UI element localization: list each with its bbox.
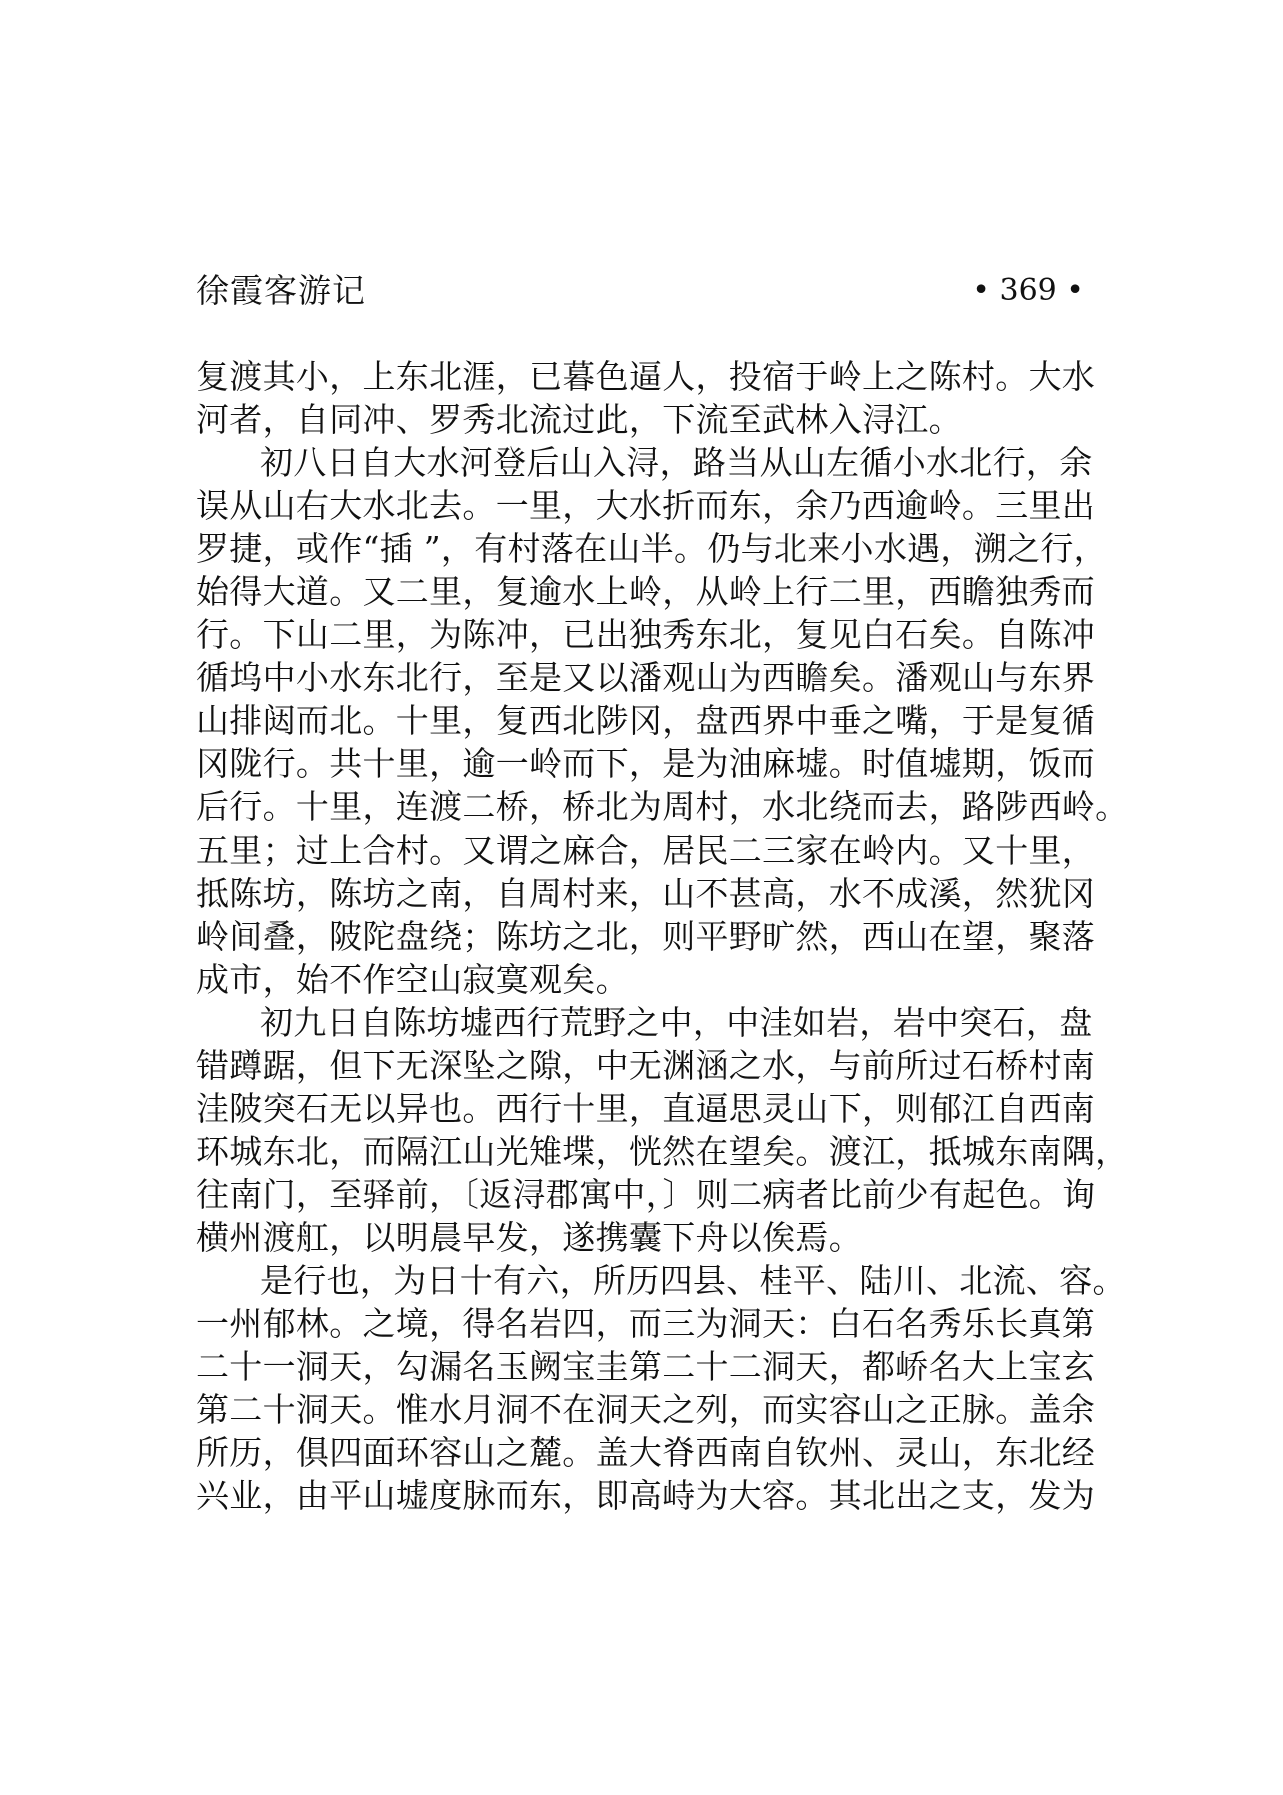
- text-line: 是行也，为日十有六，所历四县、桂平、陆川、北流、容。: [260, 1260, 1126, 1300]
- text-line: 冈陇行。共十里，逾一岭而下，是为油麻墟。时值墟期，饭而: [196, 744, 1096, 784]
- text-line: 环城东北，而隔江山光雉堞，恍然在望矣。渡江，抵城东南隅，: [196, 1131, 1129, 1171]
- text-line: 第二十洞天。惟水月洞不在洞天之列，而实容山之正脉。盖余: [196, 1390, 1096, 1430]
- text-line: 误从山右大水北去。一里，大水折而东，余乃西逾岭。三里出: [196, 486, 1096, 526]
- text-line: 一州郁林。之境，得名岩四，而三为洞天：白石名秀乐长真第: [196, 1304, 1096, 1344]
- running-header: [196, 266, 1084, 316]
- text-line: 成市，始不作空山寂寞观矣。: [196, 959, 629, 999]
- text-line: 抵陈坊，陈坊之南，自周村来，山不甚高，水不成溪，然犹冈: [196, 873, 1096, 913]
- text-line: 初八日自大水河登后山入浔，路当从山左循小水北行，余: [260, 443, 1093, 483]
- text-line: 所历，俱四面环容山之麓。盖大脊西南自钦州、灵山，东北经: [196, 1433, 1096, 1473]
- text-line: 初九日自陈坊墟西行荒野之中，中洼如岩，岩中突石，盘: [260, 1002, 1093, 1042]
- text-line: 二十一洞天，勾漏名玉阙宝圭第二十二洞天，都峤名大上宝玄: [196, 1347, 1096, 1387]
- text-line: 始得大道。又二里，复逾水上岭，从岭上行二里，西瞻独秀而: [196, 572, 1096, 612]
- body-text: [196, 355, 1129, 1517]
- text-line: 兴业，由平山墟度脉而东，即高峙为大容。其北出之支，发为: [196, 1476, 1096, 1516]
- text-line: 行。下山二里，为陈冲，已出独秀东北，复见白石矣。自陈冲: [196, 615, 1096, 655]
- text-line: 后行。十里，连渡二桥，桥北为周村，水北绕而去，路陟西岭。: [196, 787, 1129, 827]
- book-title: 徐霞客游记: [196, 271, 366, 310]
- text-line: 错蹲踞，但下无深坠之隙，中无渊涵之水，与前所过石桥村南: [196, 1045, 1096, 1085]
- text-line: 河者，自同冲、罗秀北流过此，下流至武林入浔江。: [196, 400, 962, 440]
- text-line: 往南门，至驿前，〔返浔郡寓中，〕则二病者比前少有起色。询: [196, 1174, 1096, 1214]
- text-line: 循坞中小水东北行，至是又以潘观山为西瞻矣。潘观山与东界: [196, 658, 1096, 698]
- text-line: 洼陂突石无以异也。西行十里，直逼思灵山下，则郁江自西南: [196, 1088, 1096, 1128]
- text-line: 横州渡舡，以明晨早发，遂携囊下舟以俟焉。: [196, 1217, 862, 1257]
- page-number: • 369 •: [972, 273, 1084, 308]
- text-line: 五里；过上合村。又谓之麻合，居民二三家在岭内。又十里，: [196, 830, 1096, 870]
- text-line: 复渡其小，上东北涯，已暮色逼人，投宿于岭上之陈村。大水: [196, 357, 1096, 396]
- text-line: 岭间叠，陂陀盘绕；陈坊之北，则平野旷然，西山在望，聚落: [196, 916, 1096, 956]
- text-line: 山排闼而北。十里，复西北陟冈，盘西界中垂之嘴，于是复循: [196, 701, 1096, 741]
- text-line: 罗捷，或作“插 ”，有村落在山半。仍与北来小水遇，溯之行，: [196, 529, 1107, 569]
